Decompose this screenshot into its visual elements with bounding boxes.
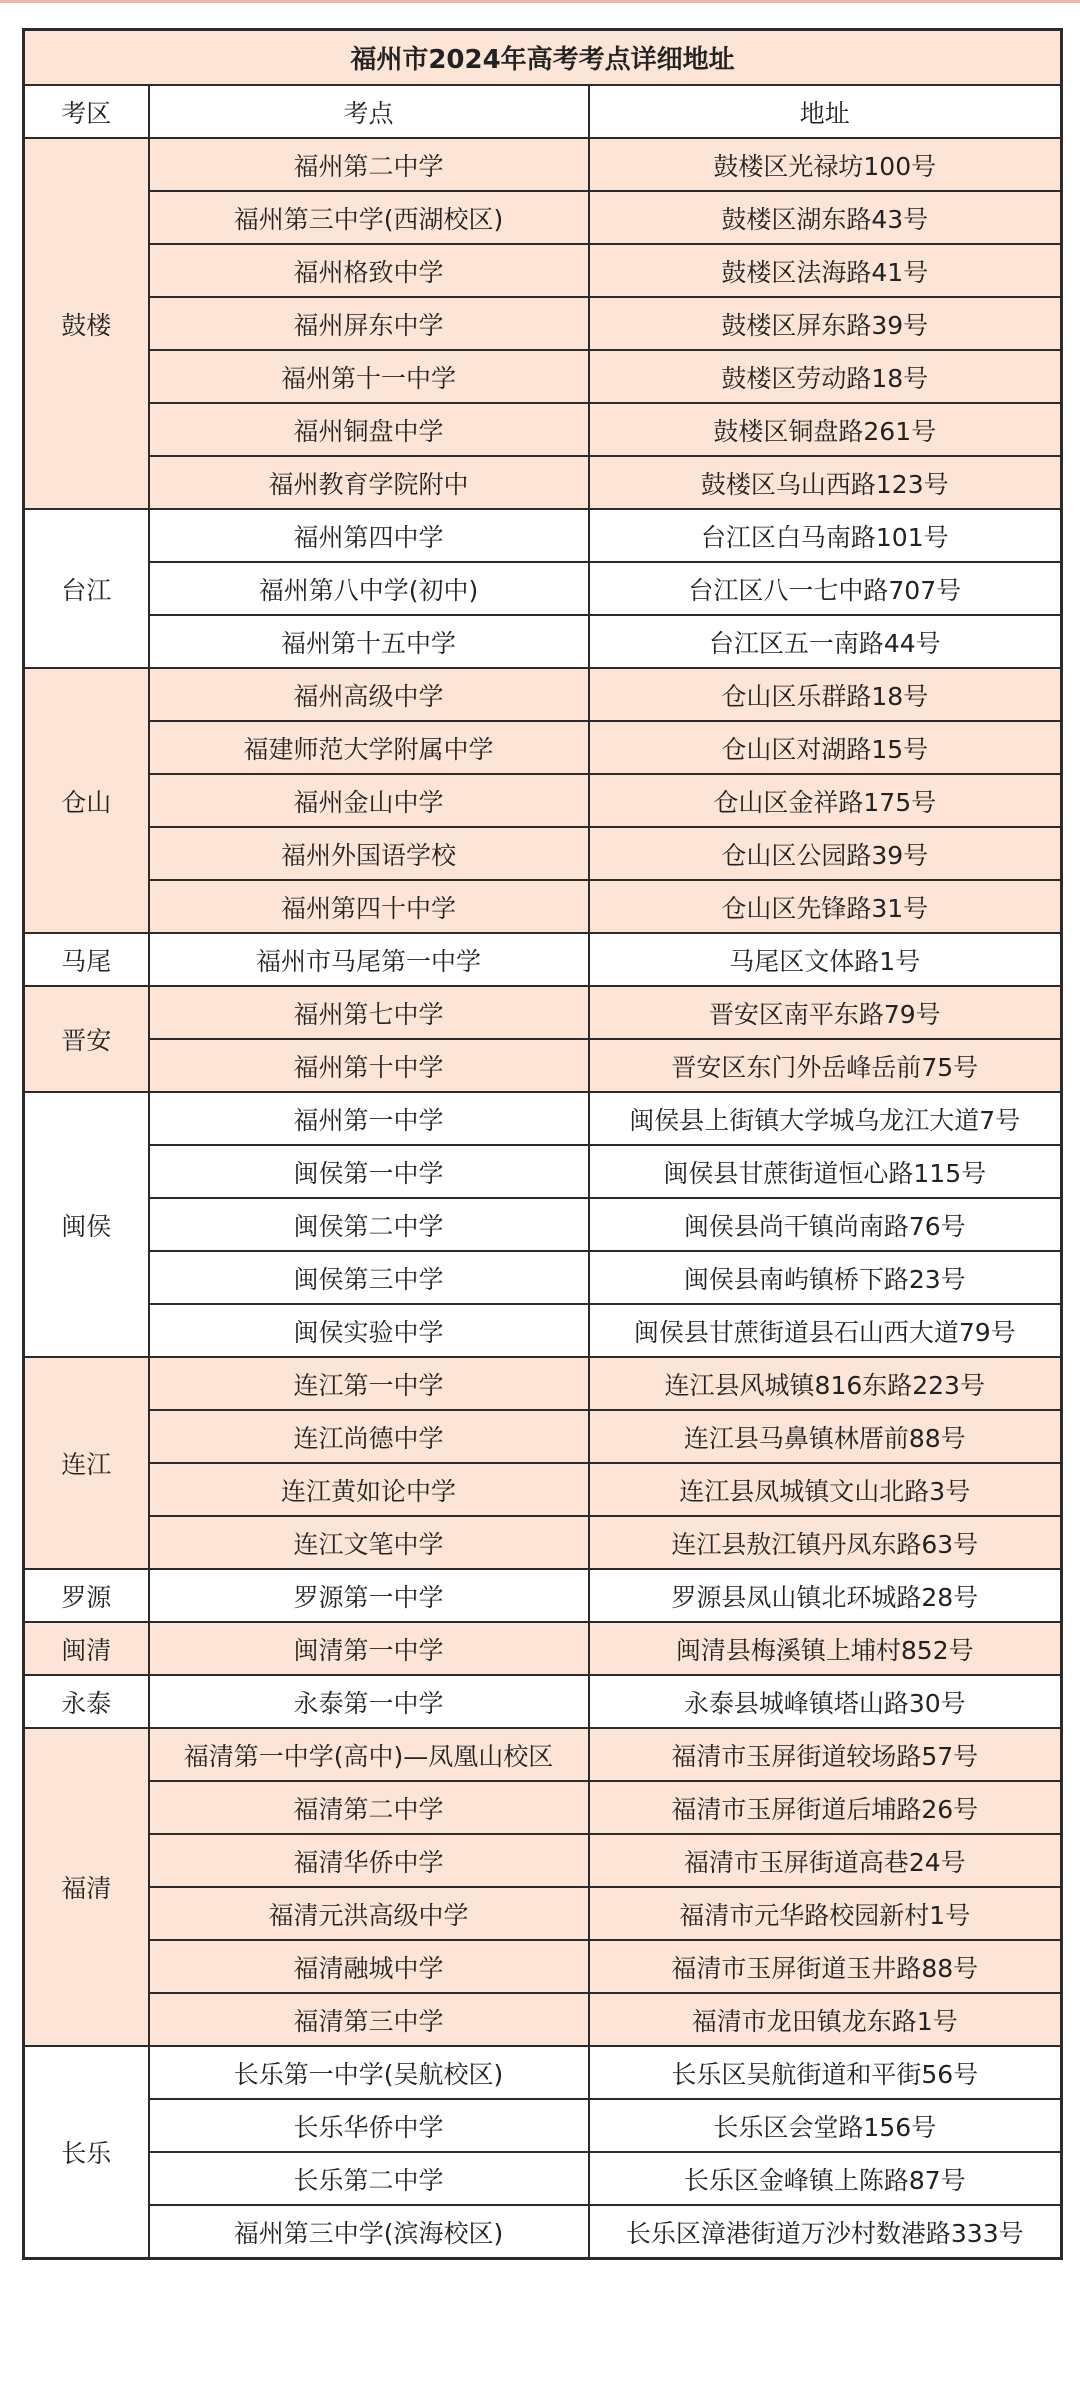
header-district: 考区 bbox=[24, 85, 149, 138]
table-row bbox=[24, 1675, 1062, 1728]
exam-site-table bbox=[22, 28, 1063, 2260]
address-cell: 闽侯县甘蔗街道恒心路115号 bbox=[589, 1145, 1062, 1198]
table-row bbox=[24, 2152, 1062, 2205]
address-cell: 仓山区公园路39号 bbox=[589, 827, 1062, 880]
address-cell: 仓山区先锋路31号 bbox=[589, 880, 1062, 933]
address-cell: 福清市龙田镇龙东路1号 bbox=[589, 1993, 1062, 2046]
table-row bbox=[24, 986, 1062, 1039]
address-cell: 台江区八一七中路707号 bbox=[589, 562, 1062, 615]
table-row bbox=[24, 2099, 1062, 2152]
site-cell: 福清元洪高级中学 bbox=[149, 1887, 589, 1940]
table-row bbox=[24, 456, 1062, 509]
address-cell: 连江县敖江镇丹凤东路63号 bbox=[589, 1516, 1062, 1569]
site-cell: 福州第七中学 bbox=[149, 986, 589, 1039]
site-cell: 福清第三中学 bbox=[149, 1993, 589, 2046]
title-row bbox=[24, 30, 1062, 86]
site-cell: 福州铜盘中学 bbox=[149, 403, 589, 456]
site-cell: 永泰第一中学 bbox=[149, 1675, 589, 1728]
table-row bbox=[24, 1463, 1062, 1516]
district-cell: 闽侯 bbox=[24, 1092, 149, 1357]
district-cell: 鼓楼 bbox=[24, 138, 149, 509]
table-row bbox=[24, 1145, 1062, 1198]
table-row bbox=[24, 350, 1062, 403]
site-cell: 福清融城中学 bbox=[149, 1940, 589, 1993]
header-site: 考点 bbox=[149, 85, 589, 138]
site-cell: 福州屏东中学 bbox=[149, 297, 589, 350]
district-cell: 罗源 bbox=[24, 1569, 149, 1622]
table-row bbox=[24, 827, 1062, 880]
table-row bbox=[24, 1039, 1062, 1092]
site-cell: 福州外国语学校 bbox=[149, 827, 589, 880]
address-cell: 台江区白马南路101号 bbox=[589, 509, 1062, 562]
site-cell: 福州第四十中学 bbox=[149, 880, 589, 933]
site-cell: 连江文笔中学 bbox=[149, 1516, 589, 1569]
site-cell: 长乐第二中学 bbox=[149, 2152, 589, 2205]
district-cell: 台江 bbox=[24, 509, 149, 668]
site-cell: 福州第二中学 bbox=[149, 138, 589, 191]
address-cell: 连江县马鼻镇林厝前88号 bbox=[589, 1410, 1062, 1463]
address-cell: 闽清县梅溪镇上埔村852号 bbox=[589, 1622, 1062, 1675]
site-cell: 福州第三中学(西湖校区) bbox=[149, 191, 589, 244]
address-cell: 福清市玉屏街道高巷24号 bbox=[589, 1834, 1062, 1887]
site-cell: 福州第四中学 bbox=[149, 509, 589, 562]
address-cell: 长乐区会堂路156号 bbox=[589, 2099, 1062, 2152]
site-cell: 连江尚德中学 bbox=[149, 1410, 589, 1463]
address-cell: 闽侯县上街镇大学城乌龙江大道7号 bbox=[589, 1092, 1062, 1145]
site-cell: 连江黄如论中学 bbox=[149, 1463, 589, 1516]
address-cell: 福清市玉屏街道较场路57号 bbox=[589, 1728, 1062, 1781]
table-row bbox=[24, 244, 1062, 297]
table-row bbox=[24, 1887, 1062, 1940]
site-cell: 罗源第一中学 bbox=[149, 1569, 589, 1622]
site-cell: 闽清第一中学 bbox=[149, 1622, 589, 1675]
district-cell: 晋安 bbox=[24, 986, 149, 1092]
table-row bbox=[24, 191, 1062, 244]
address-cell: 鼓楼区劳动路18号 bbox=[589, 350, 1062, 403]
table-row bbox=[24, 933, 1062, 986]
district-cell: 福清 bbox=[24, 1728, 149, 2046]
site-cell: 长乐第一中学(吴航校区) bbox=[149, 2046, 589, 2099]
address-cell: 鼓楼区铜盘路261号 bbox=[589, 403, 1062, 456]
site-cell: 福州第一中学 bbox=[149, 1092, 589, 1145]
address-cell: 台江区五一南路44号 bbox=[589, 615, 1062, 668]
table-row bbox=[24, 1781, 1062, 1834]
table-title: 福州市2024年高考考点详细地址 bbox=[24, 30, 1062, 86]
address-cell: 罗源县凤山镇北环城路28号 bbox=[589, 1569, 1062, 1622]
address-cell: 马尾区文体路1号 bbox=[589, 933, 1062, 986]
district-cell: 永泰 bbox=[24, 1675, 149, 1728]
table-row bbox=[24, 138, 1062, 191]
address-cell: 闽侯县南屿镇桥下路23号 bbox=[589, 1251, 1062, 1304]
site-cell: 闽侯第三中学 bbox=[149, 1251, 589, 1304]
table-row bbox=[24, 1569, 1062, 1622]
header-address: 地址 bbox=[589, 85, 1062, 138]
table-row bbox=[24, 403, 1062, 456]
site-cell: 福州第十一中学 bbox=[149, 350, 589, 403]
table-row bbox=[24, 2046, 1062, 2099]
table-row bbox=[24, 1516, 1062, 1569]
table-row bbox=[24, 1834, 1062, 1887]
site-cell: 长乐华侨中学 bbox=[149, 2099, 589, 2152]
address-cell: 鼓楼区湖东路43号 bbox=[589, 191, 1062, 244]
address-cell: 长乐区漳港街道万沙村数港路333号 bbox=[589, 2205, 1062, 2259]
table-row bbox=[24, 774, 1062, 827]
address-cell: 仓山区金祥路175号 bbox=[589, 774, 1062, 827]
site-cell: 福清第二中学 bbox=[149, 1781, 589, 1834]
site-cell: 福州第十五中学 bbox=[149, 615, 589, 668]
site-cell: 福清华侨中学 bbox=[149, 1834, 589, 1887]
table-row bbox=[24, 1304, 1062, 1357]
table-row bbox=[24, 1728, 1062, 1781]
address-cell: 福清市玉屏街道后埔路26号 bbox=[589, 1781, 1062, 1834]
site-cell: 福清第一中学(高中)—凤凰山校区 bbox=[149, 1728, 589, 1781]
address-cell: 连江县凤城镇文山北路3号 bbox=[589, 1463, 1062, 1516]
table-row bbox=[24, 1357, 1062, 1410]
table-row bbox=[24, 1993, 1062, 2046]
address-cell: 永泰县城峰镇塔山路30号 bbox=[589, 1675, 1062, 1728]
district-cell: 长乐 bbox=[24, 2046, 149, 2259]
district-cell: 闽清 bbox=[24, 1622, 149, 1675]
site-cell: 福州第三中学(滨海校区) bbox=[149, 2205, 589, 2259]
table-row bbox=[24, 2205, 1062, 2259]
site-cell: 闽侯第二中学 bbox=[149, 1198, 589, 1251]
address-cell: 福清市元华路校园新村1号 bbox=[589, 1887, 1062, 1940]
district-cell: 马尾 bbox=[24, 933, 149, 986]
address-cell: 晋安区东门外岳峰岳前75号 bbox=[589, 1039, 1062, 1092]
site-cell: 福州第十中学 bbox=[149, 1039, 589, 1092]
table-row bbox=[24, 668, 1062, 721]
address-cell: 长乐区金峰镇上陈路87号 bbox=[589, 2152, 1062, 2205]
table-row bbox=[24, 562, 1062, 615]
address-cell: 鼓楼区法海路41号 bbox=[589, 244, 1062, 297]
top-accent-line bbox=[0, 0, 1080, 3]
table-row bbox=[24, 1251, 1062, 1304]
table-body bbox=[24, 30, 1062, 2259]
site-cell: 福州高级中学 bbox=[149, 668, 589, 721]
site-cell: 福州教育学院附中 bbox=[149, 456, 589, 509]
table-row bbox=[24, 1092, 1062, 1145]
table-row bbox=[24, 721, 1062, 774]
address-cell: 福清市玉屏街道玉井路88号 bbox=[589, 1940, 1062, 1993]
site-cell: 福建师范大学附属中学 bbox=[149, 721, 589, 774]
address-cell: 长乐区吴航街道和平街56号 bbox=[589, 2046, 1062, 2099]
table-row bbox=[24, 1198, 1062, 1251]
site-cell: 福州第八中学(初中) bbox=[149, 562, 589, 615]
address-cell: 鼓楼区光禄坊100号 bbox=[589, 138, 1062, 191]
table-row bbox=[24, 1622, 1062, 1675]
address-cell: 闽侯县尚干镇尚南路76号 bbox=[589, 1198, 1062, 1251]
table-row bbox=[24, 1410, 1062, 1463]
address-cell: 晋安区南平东路79号 bbox=[589, 986, 1062, 1039]
table-row bbox=[24, 1940, 1062, 1993]
table-row bbox=[24, 880, 1062, 933]
address-cell: 仓山区乐群路18号 bbox=[589, 668, 1062, 721]
site-cell: 连江第一中学 bbox=[149, 1357, 589, 1410]
address-cell: 仓山区对湖路15号 bbox=[589, 721, 1062, 774]
table-row bbox=[24, 509, 1062, 562]
site-cell: 闽侯实验中学 bbox=[149, 1304, 589, 1357]
table-row bbox=[24, 297, 1062, 350]
site-cell: 福州市马尾第一中学 bbox=[149, 933, 589, 986]
address-cell: 连江县风城镇816东路223号 bbox=[589, 1357, 1062, 1410]
address-cell: 鼓楼区乌山西路123号 bbox=[589, 456, 1062, 509]
table-row bbox=[24, 615, 1062, 668]
site-cell: 闽侯第一中学 bbox=[149, 1145, 589, 1198]
address-cell: 鼓楼区屏东路39号 bbox=[589, 297, 1062, 350]
district-cell: 连江 bbox=[24, 1357, 149, 1569]
site-cell: 福州金山中学 bbox=[149, 774, 589, 827]
address-cell: 闽侯县甘蔗街道县石山西大道79号 bbox=[589, 1304, 1062, 1357]
district-cell: 仓山 bbox=[24, 668, 149, 933]
site-cell: 福州格致中学 bbox=[149, 244, 589, 297]
header-row bbox=[24, 85, 1062, 138]
